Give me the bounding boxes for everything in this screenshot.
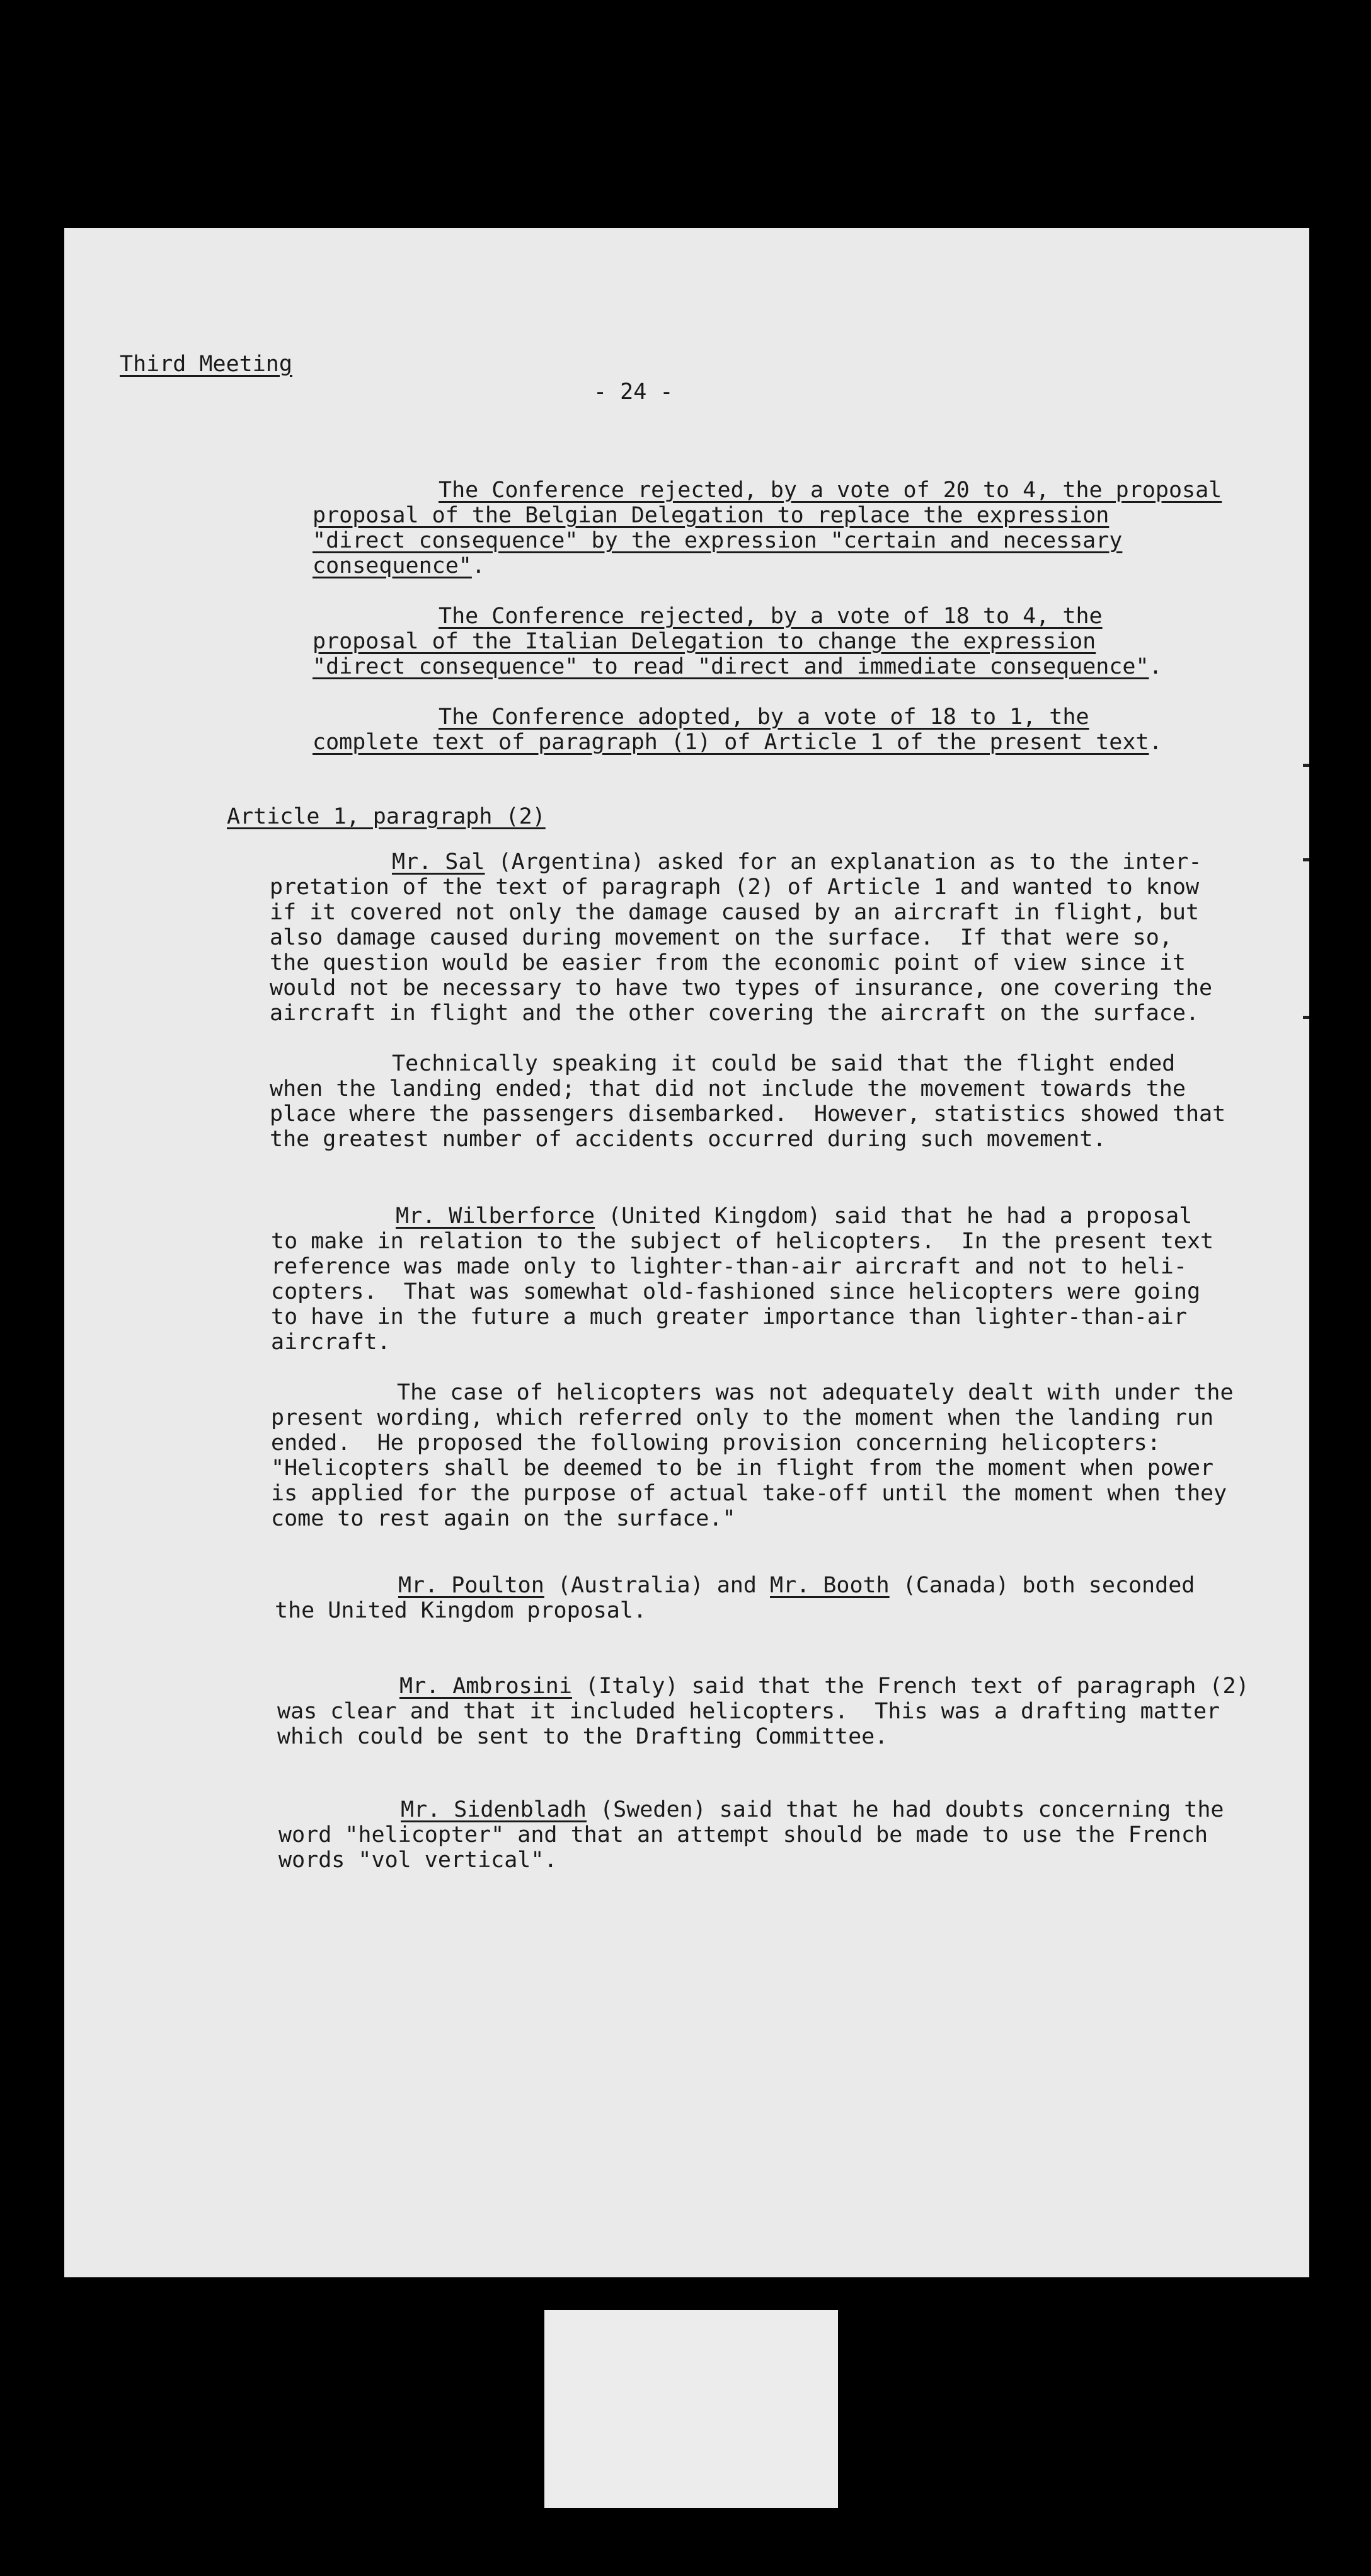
paragraph-line: when the landing ended; that did not include the movement towards the xyxy=(270,1076,1186,1101)
paragraph-line: aircraft. xyxy=(271,1330,391,1355)
decision-text: consequence" xyxy=(313,553,472,578)
paragraph-line: place where the passengers disembarked. However, statistics showed that xyxy=(270,1101,1226,1127)
paragraph-text: (Australia) and xyxy=(544,1573,771,1598)
speaker-name: Mr. Wilberforce xyxy=(396,1204,595,1229)
paragraph-line: ended. He proposed the following provision concerning helicopters: xyxy=(271,1430,1161,1456)
meeting-label: Third Meeting xyxy=(120,352,292,377)
speaker-name: Mr. Booth xyxy=(770,1573,890,1598)
speaker-name: Mr. Sal xyxy=(392,849,485,875)
paragraph-line: copters. That was somewhat old-fashioned since helicopters were going xyxy=(271,1279,1201,1304)
decision-text: "direct consequence" by the expression "certain and necessary xyxy=(313,528,1123,553)
paragraph-line: the United Kingdom proposal. xyxy=(275,1598,647,1623)
scan-edge-mark xyxy=(1303,1016,1309,1019)
document-page xyxy=(64,228,1309,2277)
decision-text: The Conference rejected, by a vote of 18 to 4, the xyxy=(439,604,1103,629)
paragraph-line: "Helicopters shall be deemed to be in flight from the moment when power xyxy=(271,1456,1214,1481)
paragraph-line: also damage caused during movement on the surface. If that were so, xyxy=(270,925,1173,950)
decision-text: "direct consequence" to read "direct and immediate consequence" xyxy=(313,654,1149,679)
scan-edge-mark xyxy=(1303,764,1309,767)
decision-text: proposal of the Belgian Delegation to replace the expression xyxy=(313,503,1110,528)
paragraph-line: to have in the future a much greater importance than lighter-than-air xyxy=(271,1304,1187,1330)
paragraph-text: (Italy) said that the French text of paragraph (2) xyxy=(571,1674,1249,1699)
speaker-name: Mr. Sidenbladh xyxy=(401,1797,587,1822)
paragraph-line: The case of helicopters was not adequately dealt with under the xyxy=(397,1380,1234,1405)
paragraph-line: the question would be easier from the economic point of view since it xyxy=(270,950,1186,975)
paragraph-line: words "vol vertical". xyxy=(278,1848,558,1873)
paragraph-text: (Argentina) asked for an explanation as to the inter- xyxy=(485,849,1202,875)
paragraph-line: would not be necessary to have two types of insurance, one covering the xyxy=(270,975,1213,1001)
section-heading: Article 1, paragraph (2) xyxy=(227,804,546,829)
paragraph-line: is applied for the purpose of actual take-off until the moment when they xyxy=(271,1481,1227,1506)
blank-index-card xyxy=(544,2310,838,2508)
decision-text: The Conference adopted, by a vote of 18 to 1, the xyxy=(439,704,1089,730)
decision-period: . xyxy=(1149,730,1162,755)
paragraph-line: reference was made only to lighter-than-air aircraft and not to heli- xyxy=(271,1254,1187,1279)
decision-period: . xyxy=(1149,654,1162,679)
paragraph-line: was clear and that it included helicopters. This was a drafting matter xyxy=(277,1699,1220,1724)
decision-text: proposal of the Italian Delegation to change the expression xyxy=(313,629,1096,654)
paragraph-line: Technically speaking it could be said that the flight ended xyxy=(392,1051,1176,1076)
paragraph-line: the greatest number of accidents occurred during such movement. xyxy=(270,1127,1106,1152)
scan-edge-mark xyxy=(1303,858,1309,861)
speaker-name: Mr. Poulton xyxy=(398,1573,544,1598)
paragraph-line: come to rest again on the surface." xyxy=(271,1506,736,1531)
paragraph-line: present wording, which referred only to the moment when the landing run xyxy=(271,1405,1214,1430)
paragraph-text: (Sweden) said that he had doubts concerning the xyxy=(587,1797,1224,1822)
paragraph-line: pretation of the text of paragraph (2) of Article 1 and wanted to know xyxy=(270,875,1200,900)
paragraph-text: (Canada) both seconded xyxy=(889,1573,1195,1598)
speaker-name: Mr. Ambrosini xyxy=(399,1674,572,1699)
page-number: - 24 - xyxy=(594,379,674,405)
paragraph-line: aircraft in flight and the other covering the aircraft on the surface. xyxy=(270,1001,1200,1026)
paragraph-line: if it covered not only the damage caused by an aircraft in flight, but xyxy=(270,900,1200,925)
paragraph-line: word "helicopter" and that an attempt should be made to use the French xyxy=(278,1822,1208,1848)
decision-text: The Conference rejected, by a vote of 20 to 4, the proposal xyxy=(439,478,1222,503)
paragraph-text: (United Kingdom) said that he had a proposal xyxy=(595,1204,1193,1229)
decision-text: complete text of paragraph (1) of Article 1 of the present text xyxy=(313,730,1149,755)
paragraph-line: to make in relation to the subject of helicopters. In the present text xyxy=(271,1229,1214,1254)
paragraph-line: which could be sent to the Drafting Committee. xyxy=(277,1724,888,1749)
decision-period: . xyxy=(471,553,485,578)
